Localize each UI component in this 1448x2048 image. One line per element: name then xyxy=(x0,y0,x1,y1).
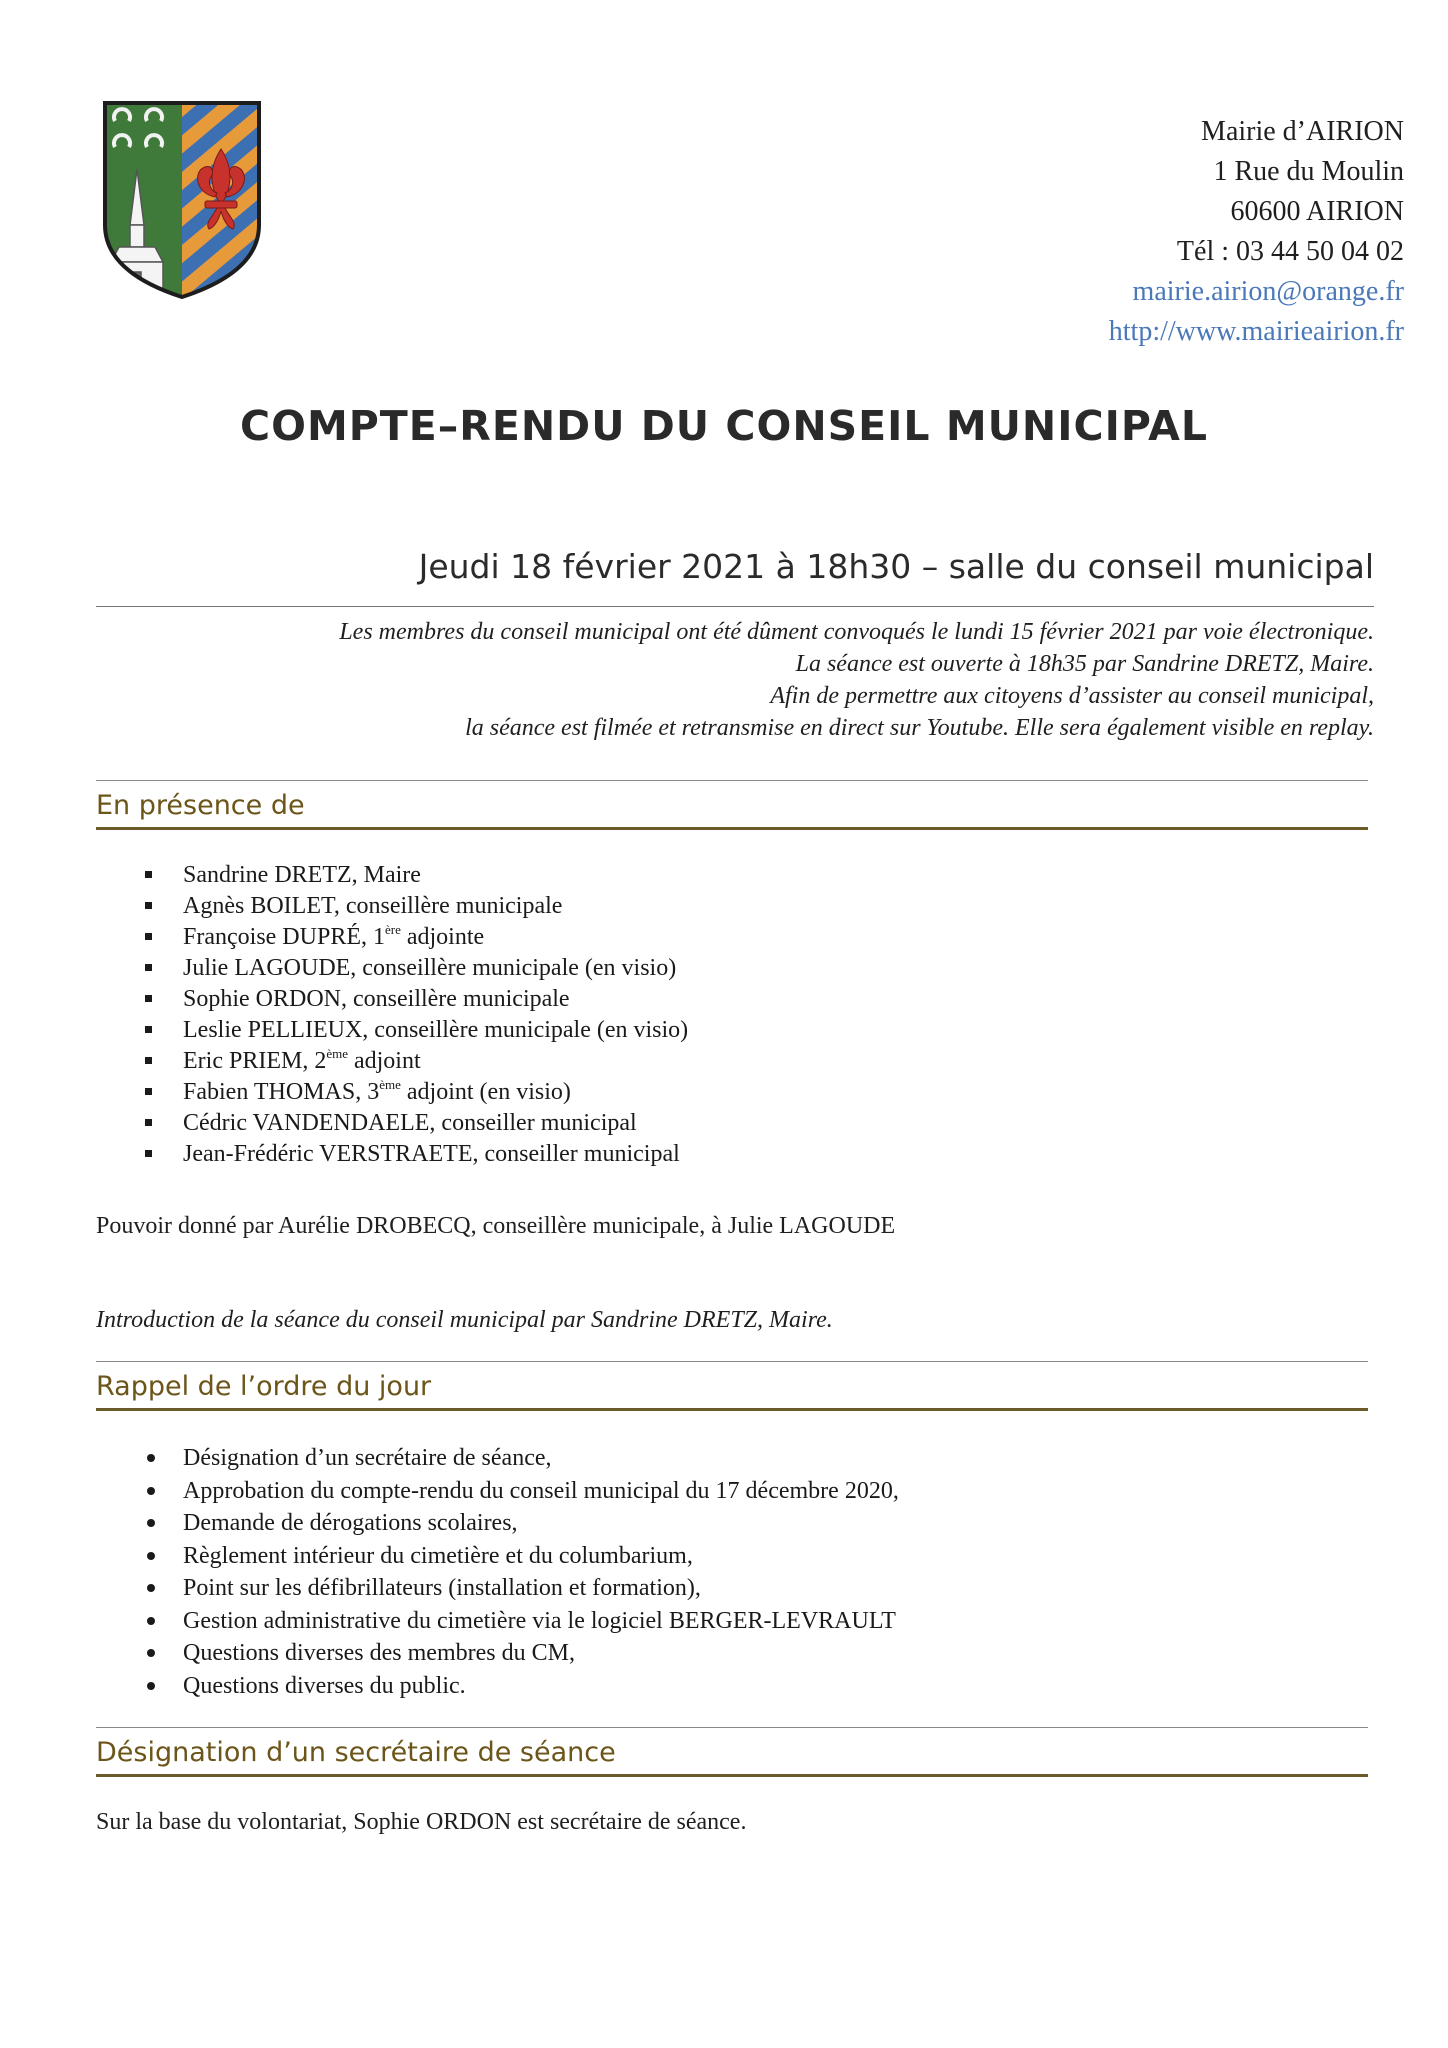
list-item: Désignation d’un secrétaire de séance, xyxy=(145,1442,899,1475)
meeting-date-subtitle: Jeudi 18 février 2021 à 18h30 – salle du conseil municipal xyxy=(418,547,1374,586)
list-item: Questions diverses du public. xyxy=(145,1670,899,1703)
intro-line: la séance est filmée et retransmise en direct sur Youtube. Elle sera également visible en replay. xyxy=(465,715,1374,741)
round-bullet-icon xyxy=(147,1649,155,1657)
round-bullet-icon xyxy=(147,1552,155,1560)
agenda-list xyxy=(145,1442,899,1702)
mairie-street: 1 Rue du Moulin xyxy=(1213,156,1404,187)
round-bullet-icon xyxy=(147,1584,155,1592)
list-item: Jean-Frédéric VERSTRAETE, conseiller municipal xyxy=(145,1139,688,1170)
list-item: Point sur les défibrillateurs (installation et formation), xyxy=(145,1572,899,1605)
proxy-statement: Pouvoir donné par Aurélie DROBECQ, conseillère municipale, à Julie LAGOUDE xyxy=(96,1213,896,1239)
session-introduction: Introduction de la séance du conseil municipal par Sandrine DRETZ, Maire. xyxy=(96,1307,833,1333)
list-item: Julie LAGOUDE, conseillère municipale (en visio) xyxy=(145,953,688,984)
section-rule-top xyxy=(96,780,1368,781)
list-item: Cédric VANDENDAELE, conseiller municipal xyxy=(145,1108,688,1139)
round-bullet-icon xyxy=(147,1519,155,1527)
mairie-city: 60600 AIRION xyxy=(1230,196,1404,227)
mairie-address-block xyxy=(1109,112,1404,352)
intro-line: Afin de permettre aux citoyens d’assister au conseil municipal, xyxy=(770,683,1374,709)
intro-paragraph xyxy=(339,616,1374,744)
intro-line: Les membres du conseil municipal ont été dûment convoqués le lundi 15 février 2021 par voie électronique. xyxy=(339,619,1374,645)
coat-of-arms-logo xyxy=(97,97,267,303)
intro-line: La séance est ouverte à 18h35 par Sandrine DRETZ, Maire. xyxy=(795,651,1374,677)
mairie-phone: Tél : 03 44 50 04 02 xyxy=(1176,236,1404,267)
section-heading-label: En présence de xyxy=(96,790,305,821)
square-bullet-icon xyxy=(145,1150,152,1157)
section-rule-top xyxy=(96,1727,1368,1728)
list-item: Sandrine DRETZ, Maire xyxy=(145,860,688,891)
square-bullet-icon xyxy=(145,1026,152,1033)
square-bullet-icon xyxy=(145,1119,152,1126)
mairie-website-link[interactable]: http://www.mairieairion.fr xyxy=(1108,316,1404,347)
list-item: Fabien THOMAS, 3ème adjoint (en visio) xyxy=(145,1077,688,1108)
mairie-email-link[interactable]: mairie.airion@orange.fr xyxy=(1132,276,1404,307)
list-item: Demande de dérogations scolaires, xyxy=(145,1507,899,1540)
attendee-list xyxy=(145,860,688,1170)
round-bullet-icon xyxy=(147,1682,155,1690)
square-bullet-icon xyxy=(145,1088,152,1095)
round-bullet-icon xyxy=(147,1487,155,1495)
mairie-name: Mairie d’AIRION xyxy=(1201,116,1404,147)
square-bullet-icon xyxy=(145,964,152,971)
section-heading-secretary xyxy=(96,1737,1368,1768)
round-bullet-icon xyxy=(147,1454,155,1462)
list-item: Françoise DUPRÉ, 1ère adjointe xyxy=(145,922,688,953)
section-rule-bottom xyxy=(96,827,1368,830)
list-item: Questions diverses des membres du CM, xyxy=(145,1637,899,1670)
round-bullet-icon xyxy=(147,1617,155,1625)
section-heading-label: Rappel de l’ordre du jour xyxy=(96,1371,432,1402)
list-item: Approbation du compte-rendu du conseil municipal du 17 décembre 2020, xyxy=(145,1475,899,1508)
section-rule-bottom xyxy=(96,1774,1368,1777)
square-bullet-icon xyxy=(145,871,152,878)
section-rule-bottom xyxy=(96,1408,1368,1411)
section-heading-presence xyxy=(96,790,1368,821)
square-bullet-icon xyxy=(145,995,152,1002)
square-bullet-icon xyxy=(145,933,152,940)
section-heading-agenda xyxy=(96,1371,1368,1402)
list-item: Gestion administrative du cimetière via le logiciel BERGER-LEVRAULT xyxy=(145,1605,899,1638)
secretary-statement: Sur la base du volontariat, Sophie ORDON est secrétaire de séance. xyxy=(96,1809,747,1835)
document-title: COMPTE–RENDU DU CONSEIL MUNICIPAL xyxy=(240,402,1208,450)
list-item: Agnès BOILET, conseillère municipale xyxy=(145,891,688,922)
section-heading-label: Désignation d’un secrétaire de séance xyxy=(96,1737,616,1768)
square-bullet-icon xyxy=(145,1057,152,1064)
list-item: Règlement intérieur du cimetière et du columbarium, xyxy=(145,1540,899,1573)
section-rule-top xyxy=(96,1361,1368,1362)
square-bullet-icon xyxy=(145,902,152,909)
subtitle-divider xyxy=(96,606,1374,607)
list-item: Sophie ORDON, conseillère municipale xyxy=(145,984,688,1015)
list-item: Leslie PELLIEUX, conseillère municipale (en visio) xyxy=(145,1015,688,1046)
list-item: Eric PRIEM, 2ème adjoint xyxy=(145,1046,688,1077)
